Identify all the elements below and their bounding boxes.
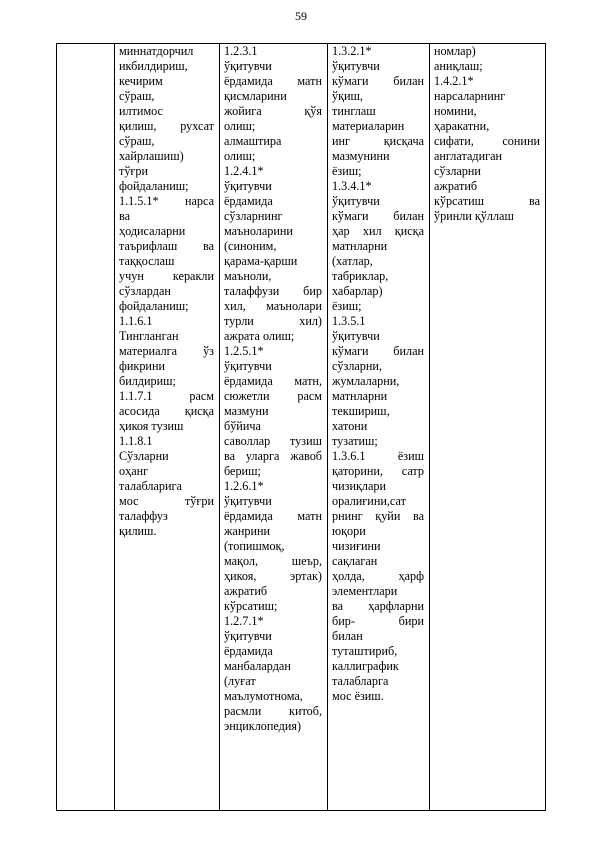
cell-text-line: турли хил) (224, 314, 322, 328)
cell-text-line: маъноли, (224, 269, 272, 283)
cell-text-line: Сўзларни (119, 449, 169, 463)
cell-text-line: маълумотнома, (224, 689, 303, 703)
cell-text-line: бўйича (224, 419, 261, 433)
cell-text-line: хабарлар) (332, 284, 383, 298)
cell-text-line: ўқитувчи (224, 359, 272, 373)
cell-text-line: расмли китоб, (224, 704, 322, 718)
table-cell-writing-outcomes (328, 44, 430, 811)
page-number: 59 (295, 9, 307, 23)
cell-text-line: талабларга (332, 674, 389, 688)
cell-text-line: ажратиб (434, 179, 478, 193)
cell-text-line: олиш; (224, 119, 256, 133)
cell-text-line: сўзларни, (332, 359, 382, 373)
cell-text-line: кўмаги билан (332, 344, 424, 358)
cell-text-line: саволлар тузиш (224, 434, 322, 448)
cell-text-line: ўқитувчи (224, 629, 272, 643)
cell-text-line: ҳикоя, эртак) (224, 569, 322, 583)
cell-text-line: (хатлар, (332, 254, 373, 268)
cell-text-line: фойдаланиш; (119, 179, 189, 193)
cell-text-line: материаларин (332, 119, 405, 133)
cell-text-line: таърифлаш ва (119, 239, 214, 253)
table-cell-speaking-outcomes (115, 44, 220, 811)
table-cell-language-outcomes (430, 44, 546, 811)
cell-text-line: асосида қисқа (119, 404, 214, 418)
cell-text-line: ҳодисаларни (119, 224, 186, 238)
cell-text-line: талабларига (119, 479, 182, 493)
cell-text-line: ҳаракатни, (434, 119, 490, 133)
cell-text-line: таққослаш (119, 254, 175, 268)
cell-text-line: чизиғини (332, 539, 381, 553)
cell-text-line: жумлаларни, (332, 374, 400, 388)
cell-text-line: учун керакли (119, 269, 214, 283)
cell-text-line: рнинг қуйи ва (332, 509, 424, 523)
cell-text-line: ўринли қўллаш (434, 209, 514, 223)
cell-text-line: фойдаланиш; (119, 299, 189, 313)
cell-text-line: тинглаш (332, 104, 376, 118)
cell-text-line: кўмаги билан (332, 209, 424, 223)
cell-text-line: 1.3.6.1 ёзиш (332, 449, 424, 463)
cell-text-line: қарама-қарши (224, 254, 298, 268)
cell-text-line: матнларни (332, 239, 388, 253)
cell-text-line: 1.1.5.1* нарса (119, 194, 214, 208)
cell-text-line: юқори (332, 524, 366, 538)
cell-text-line: англатадиган (434, 149, 503, 163)
cell-text-line: 1.2.3.1 (224, 44, 258, 58)
cell-text-line: ва (119, 209, 131, 223)
cell-text-line: (топишмоқ, (224, 539, 285, 553)
cell-text-line: кўмаги билан (332, 74, 424, 88)
cell-text-line: 1.3.2.1* (332, 44, 372, 58)
cell-text-line: ҳикоя тузиш (119, 419, 184, 433)
cell-text-line: қаторини, сатр (332, 464, 424, 478)
cell-text-line: кечирим (119, 74, 163, 88)
content-table (56, 43, 546, 811)
cell-text-line: ўқитувчи (332, 329, 380, 343)
cell-text-line: 1.4.2.1* (434, 74, 474, 88)
cell-text-line: тўғри (119, 164, 149, 178)
cell-text-line: 1.3.4.1* (332, 179, 372, 193)
cell-text-line: табриклар, (332, 269, 389, 283)
cell-text-line: ёрдамида (224, 194, 273, 208)
cell-text-line: сақлаган (332, 554, 378, 568)
cell-text-line: алмаштира (224, 134, 282, 148)
cell-text-line: бир- бири (332, 614, 424, 628)
cell-text-line: нарсаларнинг (434, 89, 506, 103)
cell-text-line: икбилдириш, (119, 59, 188, 73)
cell-text-line: Тингланган (119, 329, 179, 343)
cell-text-line: қилиш. (119, 524, 157, 538)
cell-text-line: (луғат (224, 674, 256, 688)
cell-text-line: номлар) (434, 44, 476, 58)
table-row (57, 44, 546, 811)
cell-text-line: кўрсатиш; (224, 599, 278, 613)
cell-text-line: инг қисқача (332, 134, 424, 148)
table-cell-empty (57, 44, 115, 811)
cell-text-line: манбалардан (224, 659, 291, 673)
cell-text-line: энциклопедия) (224, 719, 302, 733)
cell-text-line: хил, маънолари (224, 299, 322, 313)
cell-text-line: сўзларнинг (224, 209, 283, 223)
cell-text-line: ҳолда, ҳарф (332, 569, 424, 583)
cell-text-line: сифати, сонини (434, 134, 540, 148)
cell-text-line: номини, (434, 104, 477, 118)
cell-text-line: кўрсатиш ва (434, 194, 540, 208)
cell-text-line: аниқлаш; (434, 59, 483, 73)
cell-text-line: сўзларни (434, 164, 481, 178)
cell-text-line: сюжетли расм (224, 389, 322, 403)
cell-text-line: ҳар хил қисқа (332, 224, 424, 238)
cell-text-line: хатони (332, 419, 368, 433)
cell-text-line: ва ҳарфларни (332, 599, 424, 613)
cell-text-line: мақол, шеър, (224, 554, 322, 568)
table-cell-reading-outcomes (220, 44, 328, 811)
cell-text-line: каллиграфик (332, 659, 399, 673)
cell-text-line: ўқитувчи (224, 179, 272, 193)
cell-text-line: ёзиш; (332, 164, 362, 178)
cell-text-line: ёзиш; (332, 299, 362, 313)
cell-text-line: ўқитувчи (332, 59, 380, 73)
cell-text-line: жойига қўя (224, 104, 322, 118)
cell-text-line: жанрини (224, 524, 271, 538)
cell-text-line: мазмуни (224, 404, 269, 418)
cell-text-line: талаффуз (119, 509, 168, 523)
cell-text-line: ўқитувчи (332, 194, 380, 208)
cell-text-line: мос ёзиш. (332, 689, 384, 703)
cell-text-line: текшириш, (332, 404, 390, 418)
cell-text-line: тузатиш; (332, 434, 378, 448)
cell-text-line: билдириш; (119, 374, 176, 388)
cell-text-line: билан (332, 629, 363, 643)
cell-text-line: 1.1.7.1 расм (119, 389, 214, 403)
cell-text-line: оҳанг (119, 464, 149, 478)
cell-text-line: чизиқлари (332, 479, 387, 493)
cell-text-line: 1.3.5.1 (332, 314, 366, 328)
cell-text-line: қилиш, рухсат (119, 119, 214, 133)
cell-text-line: 1.1.8.1 (119, 434, 153, 448)
cell-text-line: 1.2.6.1* (224, 479, 264, 493)
cell-text-line: қисмларини (224, 89, 287, 103)
cell-text-line: материалга ўз (119, 344, 214, 358)
cell-text-line: бериш; (224, 464, 261, 478)
cell-text-line: мазмунини (332, 149, 390, 163)
cell-text-line: туташтириб, (332, 644, 398, 658)
cell-text-line: сўраш, (119, 89, 155, 103)
cell-text-line: миннатдорчил (119, 44, 194, 58)
cell-text-line: ёрдамида (224, 644, 273, 658)
cell-text-line: хайрлашиш) (119, 149, 184, 163)
cell-text-line: (синоним, (224, 239, 277, 253)
cell-text-line: элементлари (332, 584, 398, 598)
cell-text-line: талаффузи бир (224, 284, 322, 298)
cell-text-line: сўраш, (119, 134, 155, 148)
cell-text-line: ёрдамида матн, (224, 374, 322, 388)
cell-text-line: матнларни (332, 389, 388, 403)
cell-text-line: ва уларга жавоб (224, 449, 322, 463)
cell-text-line: 1.2.7.1* (224, 614, 264, 628)
cell-text-line: оралиғини,сат (332, 494, 406, 508)
cell-text-line: олиш; (224, 149, 256, 163)
cell-text-line: маъноларини (224, 224, 293, 238)
cell-text-line: ажратиб (224, 584, 268, 598)
cell-text-line: ўқитувчи (224, 59, 272, 73)
cell-text-line: ажрата олиш; (224, 329, 295, 343)
cell-text-line: 1.1.6.1 (119, 314, 153, 328)
cell-text-line: илтимос (119, 104, 163, 118)
cell-text-line: ёрдамида матн (224, 509, 322, 523)
cell-text-line: ўқитувчи (224, 494, 272, 508)
cell-text-line: фикрини (119, 359, 166, 373)
cell-text-line: 1.2.4.1* (224, 164, 264, 178)
cell-text-line: сўзлардан (119, 284, 171, 298)
cell-text-line: 1.2.5.1* (224, 344, 264, 358)
cell-text-line: ёрдамида матн (224, 74, 322, 88)
cell-text-line: мос тўғри (119, 494, 214, 508)
cell-text-line: ўқиш, (332, 89, 363, 103)
